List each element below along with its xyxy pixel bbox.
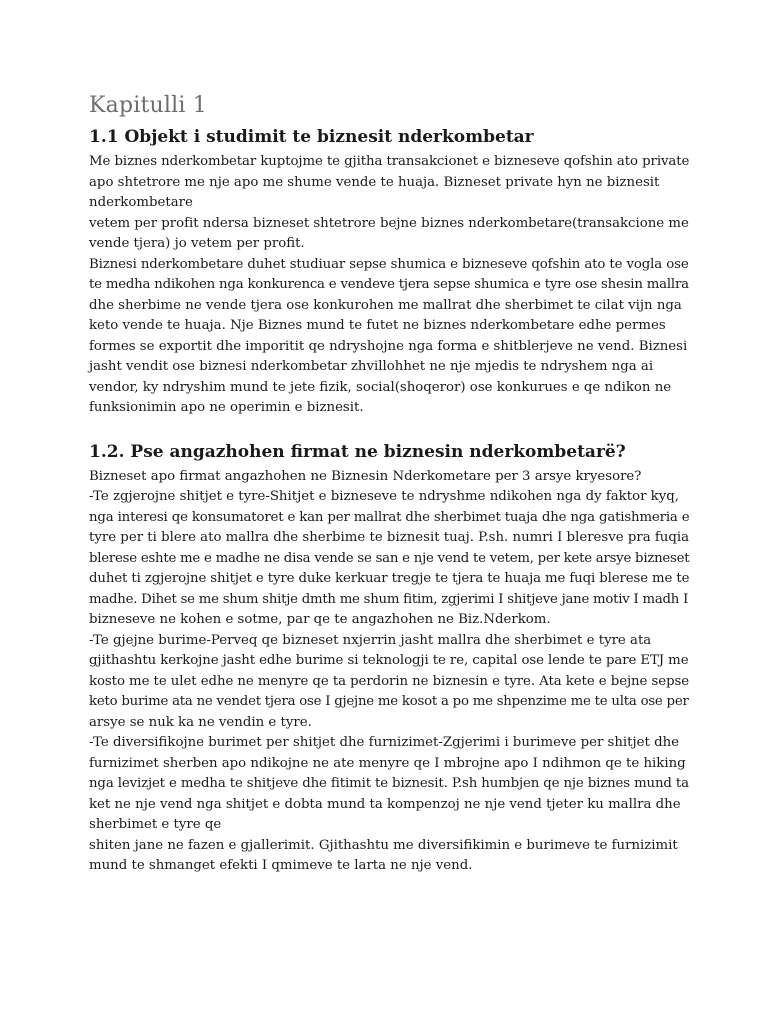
body-line: gjithashtu kerkojne jasht edhe burime si teknologji te re, capital ose lende te pare ETJ me xyxy=(89,653,689,668)
body-line: bizneseve ne kohen e sotme, par qe te angazhohen ne Biz.Nderkom. xyxy=(89,612,551,627)
body-line: Biznesi nderkombetare duhet studiuar sepse shumica e bizneseve qofshin ato te vogla ose xyxy=(89,256,689,272)
body-line: apo shtetrore me nje apo me shume vende te huaja. Bizneset private hyn ne biznesit xyxy=(89,174,660,190)
body-line: kosto me te ulet edhe ne menyre qe ta perdorin ne biznesin e tyre. Ata kete e bejne sepse xyxy=(89,673,690,689)
body-line: -Te gjejne burime-Perveq qe bizneset nxjerrin jasht mallra dhe sherbimet e tyre ata xyxy=(89,632,652,648)
section-1-2-body xyxy=(89,467,689,877)
body-line: dhe sherbime ne vende tjera ose konkurohen me mallrat dhe sherbimet te cilat vijn nga xyxy=(89,297,682,313)
body-line: furnizimet sherben apo ndikojne ne ate menyre qe I mbrojne apo I ndihmon qe te hiking xyxy=(89,755,686,771)
body-line: keto vende te huaja. Nje Biznes mund te futet ne biznes nderkombetare edhe permes xyxy=(89,318,666,333)
section-1-1-body xyxy=(89,152,689,419)
body-line: arsye se nuk ka ne vendin e tyre. xyxy=(89,714,312,730)
body-line: te medha ndikohen nga konkurenca e vendeve tjera sepse shumica e tyre ose shesin mallra xyxy=(89,277,689,292)
body-line: vendor, ky ndryshim mund te jete fizik, social(shoqeror) ose konkurues e qe ndikon ne xyxy=(89,379,672,395)
body-line: madhe. Dihet se me shum shitje dmth me shum fitim, zgjerimi I shitjeve jane motiv I madh I xyxy=(89,591,689,607)
body-line: keto burime ata ne vendet tjera ose I gjejne me kosot a po me shpenzime me te ulta ose per xyxy=(89,694,689,709)
body-line: mund te shmanget efekti I qmimeve te larta ne nje vend. xyxy=(89,858,473,873)
body-line: shiten jane ne fazen e gjallerimit. Gjithashtu me diversifikimin e burimeve te furnizimit xyxy=(89,837,678,853)
body-line: vende tjera) jo vetem per profit. xyxy=(89,236,305,251)
body-line: jasht vendit ose biznesi nderkombetar zhvillohhet ne nje mjedis te ndryshem nga ai xyxy=(89,359,654,374)
body-line: Bizneset apo firmat angazhohen ne Biznesin Nderkometare per 3 arsye kryesore? xyxy=(89,468,642,484)
body-line: Me biznes nderkombetar kuptojme te gjitha transakcionet e bizneseve qofshin ato private xyxy=(89,154,690,169)
section-heading-1-1: 1.1 Objekt i studimit te biznesit nderkombetar xyxy=(89,127,534,147)
chapter-title: Kapitulli 1 xyxy=(89,93,207,118)
body-line: funksionimin apo ne operimin e biznesit. xyxy=(89,400,364,415)
body-line: nga levizjet e medha te shitjeve dhe fitimit te biznesit. P.sh humbjen qe nje biznes mund ta xyxy=(89,776,689,791)
body-line: duhet ti zgjerojne shitjet e tyre duke kerkuar tregje te tjera te huaja me fuqi bleresе me te xyxy=(89,571,690,586)
section-heading-1-2: 1.2. Pse angazhohen firmat ne biznesin nderkombetarë? xyxy=(89,441,626,462)
body-line: formes se exportit dhe imporitit qe ndryshojne nga forma e shitblerjeve ne vend. Biznesi xyxy=(89,338,688,354)
body-line: vetem per profit ndersa bizneset shtetrore bejne biznes nderkombetare(transakcione me xyxy=(89,215,689,231)
body-line: tyre per ti blere ato mallra dhe sherbime te biznesit tuaj. P.sh. numri I bleresve pra fuqia xyxy=(89,530,690,545)
body-line: sherbimet e tyre qe xyxy=(89,817,222,832)
body-line: -Te zgjerojne shitjet e tyre-Shitjet e bizneseve te ndryshme ndikohen nga dy faktor kyq, xyxy=(89,489,679,504)
body-line: nga interesi qe konsumatoret e kan per mallrat dhe sherbimet tuaja dhe nga gatishmeria e xyxy=(89,509,690,525)
body-line: ket ne nje vend nga shitjet e dobta mund ta kompenzoj ne nje vend tjeter ku mallra dhe xyxy=(89,796,681,812)
body-line: nderkombetare xyxy=(89,195,193,210)
body-line: bleresе eshte me e madhe ne disa vende se san e nje vend te vetem, per kete arsye bizneset xyxy=(89,550,690,566)
document-page xyxy=(89,92,689,877)
body-line: -Te diversifikojne burimet per shitjet dhe furnizimet-Zgjerimi i burimeve per shitjet dhe xyxy=(89,735,680,750)
